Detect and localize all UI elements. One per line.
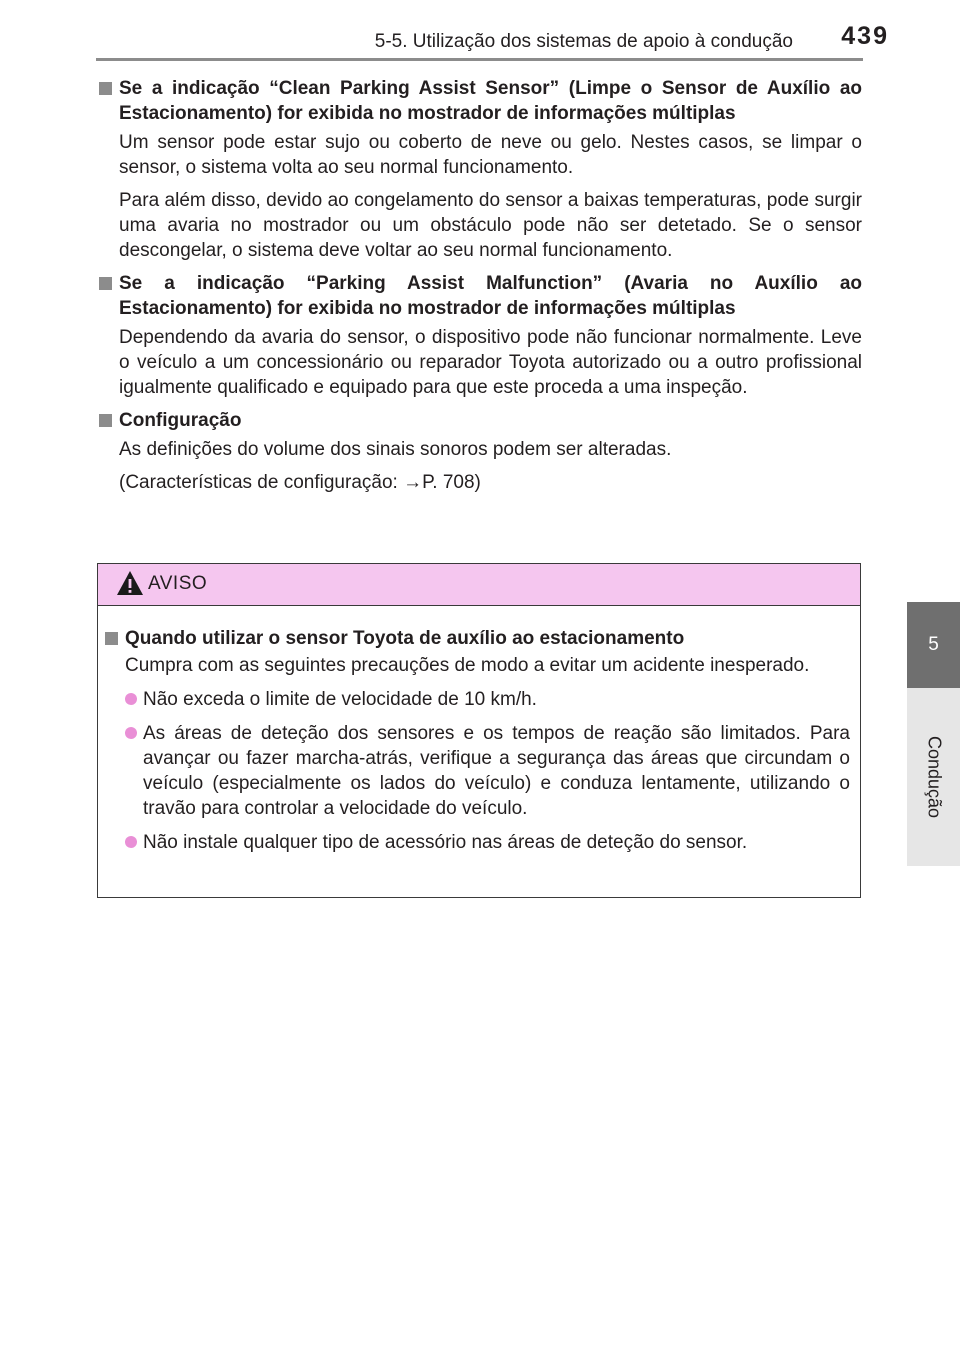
square-bullet-icon (105, 632, 118, 645)
warning-bullet: Não instale qualquer tipo de acessório nas áreas de deteção do sensor. (125, 830, 850, 855)
paragraph: Para além disso, devido ao congelamento do sensor a baixas temperaturas, pode surgir uma avaria no mostrador ou um obstáculo pode não ser detetado. Se o sensor descongelar, o sistema deve voltar ao seu normal funcionamento. (119, 190, 862, 261)
paragraph: Dependendo da avaria do sensor, o dispositivo pode não funcionar normalmente. Leve o veículo a um concessionário ou reparador Toyota autorizado ou a outro profissional igualmente qualificado e equipado para que este proceda a uma inspeção. (119, 327, 862, 398)
section-title: 5-5. Utilização dos sistemas de apoio à condução (374, 31, 793, 52)
header-rule (96, 58, 863, 61)
paragraph: As definições do volume dos sinais sonoros podem ser alteradas. (119, 439, 672, 460)
section (96, 408, 862, 495)
round-bullet-icon (125, 836, 137, 848)
square-bullet-icon (99, 414, 112, 427)
round-bullet-icon (125, 693, 137, 705)
section-heading: Se a indicação “Clean Parking Assist Sensor” (Limpe o Sensor de Auxílio ao Estacionamento) for exibida no mostrador de informações múltiplas (96, 76, 862, 126)
section-heading: Se a indicação “Parking Assist Malfunction” (Avaria no Auxílio ao Estacionamento) for exibida no mostrador de informações múltiplas (96, 271, 862, 321)
square-bullet-icon (99, 277, 112, 290)
chapter-tab[interactable] (907, 602, 960, 688)
section (96, 76, 862, 263)
section-heading: Configuração (96, 408, 862, 433)
warning-box (97, 563, 861, 898)
chapter-label-tab (907, 688, 960, 866)
page-number: 439 (841, 22, 889, 50)
section (96, 271, 862, 400)
warning-header (98, 564, 860, 606)
round-bullet-icon (125, 727, 137, 739)
warning-intro: Cumpra com as seguintes precauções de modo a evitar um acidente inesperado. (125, 655, 810, 676)
page-header (96, 22, 889, 50)
warning-bullet: Não exceda o limite de velocidade de 10 km/h. (125, 687, 850, 712)
cross-reference[interactable]: (Características de configuração: →P. 708) (119, 472, 481, 493)
warning-triangle-icon (116, 569, 144, 597)
warning-body (98, 606, 860, 855)
warning-bullet: As áreas de deteção dos sensores e os tempos de reação são limitados. Para avançar ou fazer marcha-atrás, verifique a segurança das áreas que circundam o veículo (especialmente os lados do veículo) e conduza lentamente, utilizando o travão para controlar a velocidade do veículo. (125, 721, 850, 821)
warning-subheading: Quando utilizar o sensor Toyota de auxílio ao estacionamento (105, 626, 850, 651)
square-bullet-icon (99, 82, 112, 95)
chapter-number: 5 (928, 634, 939, 655)
paragraph: Um sensor pode estar sujo ou coberto de neve ou gelo. Nestes casos, se limpar o sensor, o sistema volta ao seu normal funcionamento. (119, 132, 862, 178)
main-content (96, 76, 862, 503)
warning-title: AVISO (148, 573, 208, 594)
chapter-label: Condução (924, 735, 944, 819)
